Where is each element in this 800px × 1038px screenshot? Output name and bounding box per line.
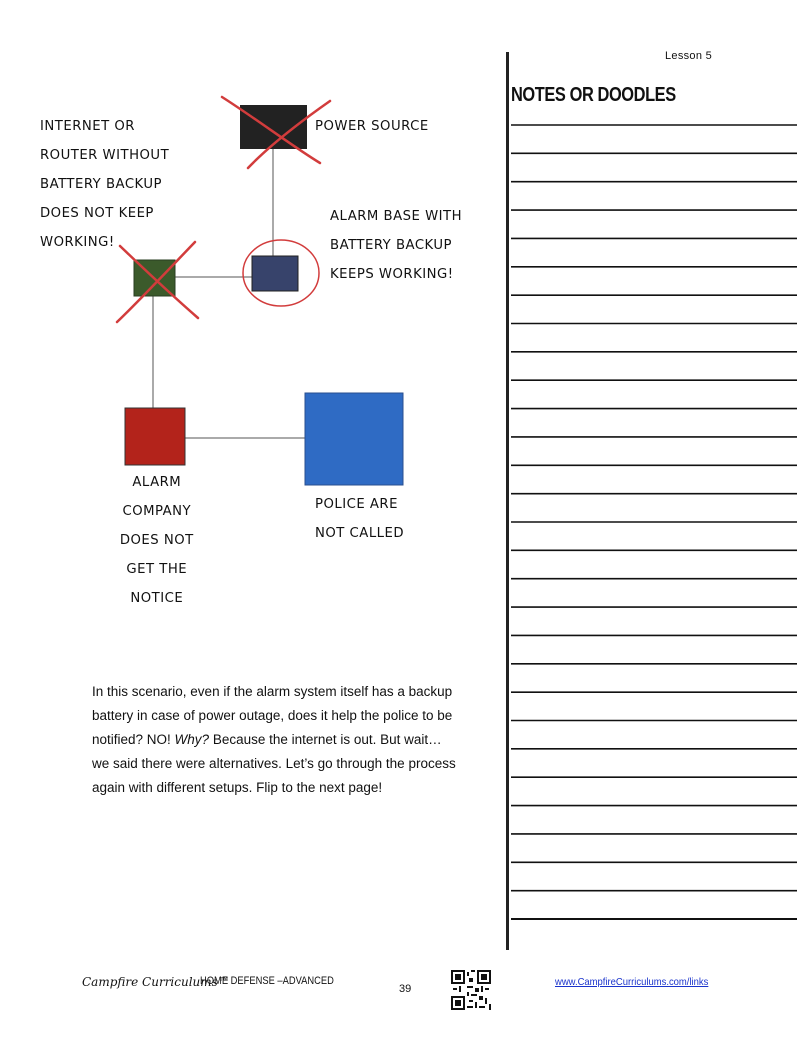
- paragraph-line: In this scenario, even if the alarm system itself has a backup: [92, 684, 453, 699]
- internet-label-line: INTERNET OR: [40, 118, 135, 134]
- alarm-company-label-line: ALARM: [132, 474, 182, 490]
- alarm-company-label-line: DOES NOT: [119, 532, 194, 548]
- alarm-base-label-line: ALARM BASE WITH: [330, 208, 463, 224]
- page-number: 39: [399, 983, 412, 995]
- paragraph-line: we said there were alternatives. Let’s go through the process: [92, 756, 456, 771]
- alarm-company-label-line: COMPANY: [122, 503, 192, 519]
- power-source-box: [240, 105, 307, 149]
- alarm-base-label-line: BATTERY BACKUP: [330, 237, 453, 253]
- alarm-company-box: [125, 408, 185, 465]
- network-diagram: [0, 0, 505, 660]
- police-label: [315, 490, 404, 548]
- qr-code-icon: [451, 970, 491, 1010]
- alarm-base-label-line: KEEPS WORKING!: [330, 266, 454, 282]
- paragraph-line-end: Because the internet is out. But wait…: [209, 732, 442, 747]
- alarm-base-box: [252, 256, 298, 291]
- paragraph-line: again with different setups. Flip to the next page!: [92, 780, 383, 795]
- internet-label: [40, 112, 169, 257]
- internet-label-line: DOES NOT KEEP: [40, 205, 154, 221]
- paragraph-line: battery in case of power outage, does it help the police to be: [92, 708, 453, 723]
- power-source-label: [315, 112, 429, 141]
- paragraph-line-start: notified? NO!: [92, 732, 175, 747]
- alarm-company-label-line: NOTICE: [130, 590, 184, 606]
- notes-title: NOTES OR DOODLES: [511, 84, 676, 106]
- police-box: [305, 393, 403, 485]
- explanation-paragraph: [92, 680, 502, 800]
- links-url[interactable]: www.CampfireCurriculums.com/links: [555, 976, 709, 988]
- internet-label-line: WORKING!: [40, 234, 115, 250]
- power-source-label-text: POWER SOURCE: [315, 118, 429, 134]
- course-title: HOME DEFENSE –ADVANCED: [200, 975, 334, 987]
- paragraph-why: Why?: [174, 732, 210, 747]
- alarm-company-label-line: GET THE: [126, 561, 188, 577]
- brand-logo: Campfire Curriculums™: [82, 975, 230, 989]
- internet-label-line: BATTERY BACKUP: [40, 176, 163, 192]
- alarm-base-label: [330, 202, 462, 289]
- police-label-line: NOT CALLED: [315, 525, 405, 541]
- paragraph-line: [92, 728, 502, 752]
- lesson-label: Lesson 5: [665, 50, 713, 62]
- alarm-company-label: [98, 468, 216, 613]
- internet-label-line: ROUTER WITHOUT: [40, 147, 170, 163]
- police-label-line: POLICE ARE: [315, 496, 398, 512]
